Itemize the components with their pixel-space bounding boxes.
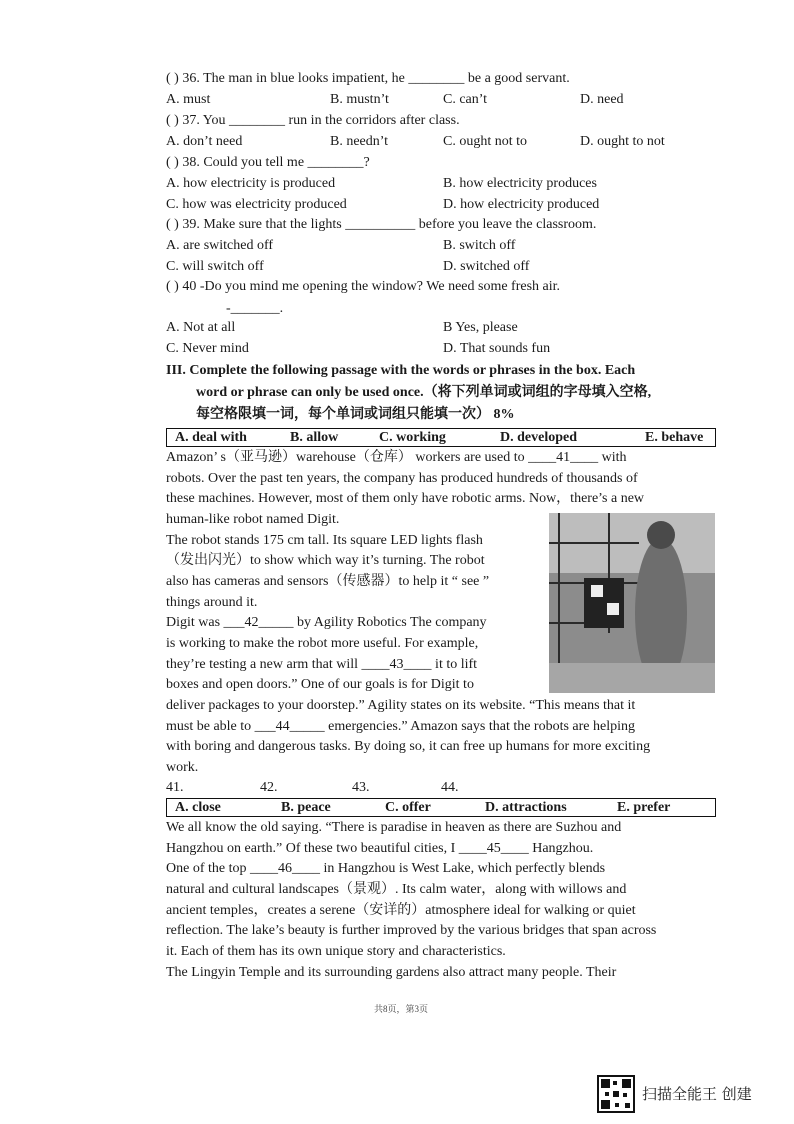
option-d: D. ought to not	[580, 134, 665, 149]
word-option: B. peace	[281, 800, 331, 815]
option-c: C. can’t	[443, 92, 488, 107]
option-d: D. switched off	[443, 259, 530, 274]
word-option: D. attractions	[485, 800, 567, 815]
option-d: D. need	[580, 92, 624, 107]
answer-42: 42.	[260, 780, 278, 795]
answer-43: 43.	[352, 780, 370, 795]
word-option: C. working	[379, 430, 446, 445]
passage-line: reflection. The lake’s beauty is further improved by the various bridges that span across	[166, 923, 657, 938]
passage-line: natural and cultural landscapes（景观）. Its calm water，along with willows and	[166, 882, 627, 897]
passage-line: these machines. However, most of them only have robotic arms. Now，there’s a new	[166, 491, 645, 506]
passage-line: Digit was ___42_____ by Agility Robotics The company	[166, 615, 487, 630]
passage-line: with boring and dangerous tasks. By doing so, it can free up humans for more exciting	[166, 739, 651, 754]
robot-photo-drawing	[549, 513, 715, 693]
passage-line: human-like robot named Digit.	[166, 512, 340, 527]
option-a: A. are switched off	[166, 238, 274, 253]
passage-line: ancient temples，creates a serene（安详的）atmosphere ideal for walking or quiet	[166, 903, 636, 918]
qr-code-icon	[597, 1075, 635, 1113]
passage-line: Amazon’ s（亚马逊）warehouse（仓库） workers are used to ____41____ with	[166, 450, 627, 465]
option-b: B. needn’t	[330, 134, 389, 149]
option-b: B Yes, please	[443, 320, 518, 335]
question-36: ( ) 36. The man in blue looks impatient, he ________ be a good servant.	[166, 71, 570, 86]
robot-photo	[549, 513, 715, 693]
word-option: A. close	[175, 800, 221, 815]
option-b: B. switch off	[443, 238, 516, 253]
word-option: E. behave	[645, 430, 704, 445]
section-heading: III. Complete the following passage with the words or phrases in the box. Each	[166, 363, 636, 378]
passage-line: （发出闪光）to show which way it’s turning. The robot	[166, 553, 485, 568]
word-option: A. deal with	[175, 430, 247, 445]
option-b: B. mustn’t	[330, 92, 389, 107]
question-39: ( ) 39. Make sure that the lights __________ before you leave the classroom.	[166, 217, 597, 232]
option-c: C. ought not to	[443, 134, 528, 149]
passage-line: robots. Over the past ten years, the company has produced hundreds of thousands of	[166, 471, 638, 486]
question-37: ( ) 37. You ________ run in the corridors after class.	[166, 113, 460, 128]
option-b: B. how electricity produces	[443, 176, 597, 191]
passage-line: Hangzhou on earth.” Of these two beautiful cities, I ____45____ Hangzhou.	[166, 841, 594, 856]
question-40: ( ) 40 -Do you mind me opening the window? We need some fresh air.	[166, 279, 561, 294]
passage-line: The robot stands 175 cm tall. Its square LED lights flash	[166, 533, 483, 548]
word-box-2	[166, 798, 716, 817]
option-c: C. Never mind	[166, 341, 249, 356]
question-38: ( ) 38. Could you tell me ________?	[166, 155, 370, 170]
word-option: E. prefer	[617, 800, 671, 815]
passage-line: The Lingyin Temple and its surrounding gardens also attract many people. Their	[166, 965, 617, 980]
option-a: A. how electricity is produced	[166, 176, 336, 191]
option-a: A. don’t need	[166, 134, 243, 149]
passage-line: deliver packages to your doorstep.” Agility states on its website. “This means that it	[166, 698, 636, 713]
option-d: D. That sounds fun	[443, 341, 551, 356]
passage-line: also has cameras and sensors（传感器）to help it “ see ”	[166, 574, 490, 589]
qr-code-drawing	[599, 1077, 633, 1111]
passage-line: things around it.	[166, 595, 258, 610]
option-a: A. must	[166, 92, 211, 107]
passage-line: We all know the old saying. “There is paradise in heaven as there are Suzhou and	[166, 820, 622, 835]
passage-line: One of the top ____46____ in Hangzhou is West Lake, which perfectly blends	[166, 861, 606, 876]
passage-line: they’re testing a new arm that will ____43____ it to lift	[166, 657, 478, 672]
option-c: C. how was electricity produced	[166, 197, 347, 212]
option-a: A. Not at all	[166, 320, 236, 335]
section-heading-line2: word or phrase can only be used once.（将下列单词或词组的字母填入空格,	[196, 385, 652, 400]
word-box-1	[166, 428, 716, 447]
passage-line: work.	[166, 760, 199, 775]
option-c: C. will switch off	[166, 259, 264, 274]
scanner-brand: 扫描全能王 创建	[642, 1085, 752, 1103]
passage-line: must be able to ___44_____ emergencies.” Amazon says that the robots are helping	[166, 719, 636, 734]
word-option: C. offer	[385, 800, 431, 815]
page-number: 共8页，第3页	[374, 1004, 429, 1014]
answer-41: 41.	[166, 780, 184, 795]
option-d: D. how electricity produced	[443, 197, 600, 212]
word-option: B. allow	[290, 430, 339, 445]
passage-line: it. Each of them has its own unique story and characteristics.	[166, 944, 506, 959]
reply-blank: -_______.	[226, 301, 284, 316]
passage-line: boxes and open doors.” One of our goals is for Digit to	[166, 677, 474, 692]
section-heading-line3: 每空格限填一词，每个单词或词组只能填一次） 8%	[196, 407, 515, 422]
passage-line: is working to make the robot more useful. For example,	[166, 636, 479, 651]
answer-44: 44.	[441, 780, 459, 795]
word-option: D. developed	[500, 430, 577, 445]
